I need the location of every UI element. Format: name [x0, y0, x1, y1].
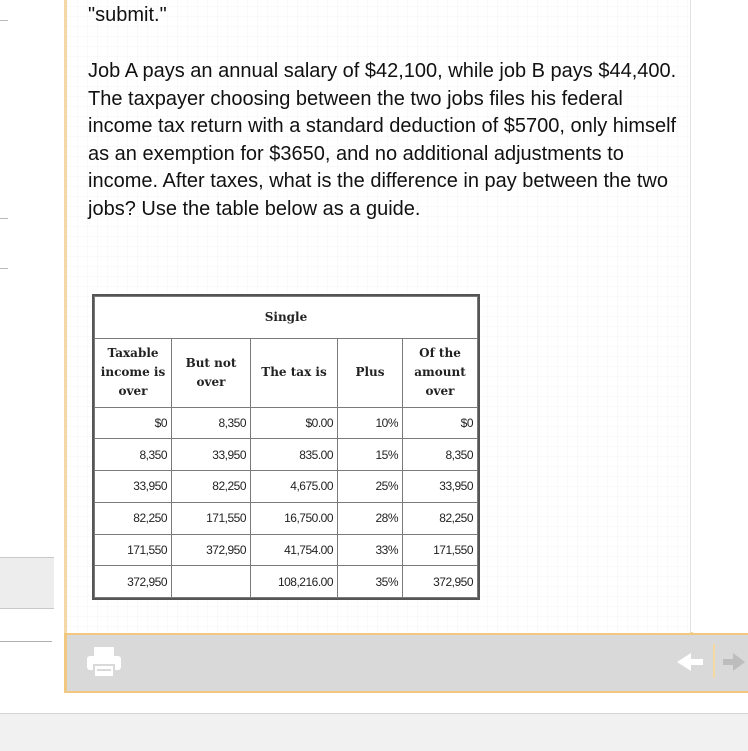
cell: 4,675.00: [251, 471, 338, 503]
cell: $0: [95, 407, 172, 439]
arrow-right-icon[interactable]: [723, 650, 747, 674]
cell: 372,950: [403, 566, 478, 598]
cell: 171,550: [95, 534, 172, 566]
sidebar-divider: [0, 20, 8, 21]
previous-text: "submit.": [88, 4, 167, 26]
cell: 16,750.00: [251, 502, 338, 534]
cell: 33,950: [172, 439, 251, 471]
cell: 10%: [338, 407, 403, 439]
right-gutter: [690, 0, 748, 632]
table-row: [95, 407, 478, 439]
cell: 835.00: [251, 439, 338, 471]
cell: 8,350: [95, 439, 172, 471]
nav-divider: [713, 644, 715, 678]
cell: 33,950: [95, 471, 172, 503]
cell: 372,950: [95, 566, 172, 598]
sidebar-divider: [0, 218, 8, 219]
cell: 25%: [338, 471, 403, 503]
cell: 8,350: [403, 439, 478, 471]
cell: 108,216.00: [251, 566, 338, 598]
cell: 35%: [338, 566, 403, 598]
sidebar-divider: [0, 641, 52, 642]
cell: 28%: [338, 502, 403, 534]
table-row: [95, 566, 478, 598]
header-of-amount-over: Of the amount over: [403, 338, 478, 407]
window-bottom-bar: [0, 713, 748, 751]
sidebar-divider: [0, 268, 8, 269]
cell: 171,550: [172, 502, 251, 534]
header-tax-is: The tax is: [251, 338, 338, 407]
tax-rate-table: [92, 294, 480, 600]
bottom-toolbar: [64, 633, 748, 693]
arrow-left-icon[interactable]: [675, 650, 705, 674]
table-row: [95, 471, 478, 503]
sidebar-item-selected[interactable]: [0, 557, 54, 609]
table-title: Single: [95, 297, 478, 339]
cell: 171,550: [403, 534, 478, 566]
table-row: [95, 534, 478, 566]
cell: [172, 566, 251, 598]
cell: 15%: [338, 439, 403, 471]
printer-icon[interactable]: [85, 645, 123, 679]
cell: 82,250: [172, 471, 251, 503]
cell: 33,950: [403, 471, 478, 503]
header-plus: Plus: [338, 338, 403, 407]
header-but-not-over: But not over: [172, 338, 251, 407]
cell: $0: [403, 407, 478, 439]
cell: 372,950: [172, 534, 251, 566]
cell: 33%: [338, 534, 403, 566]
header-taxable-income: Taxable income is over: [95, 338, 172, 407]
cell: $0.00: [251, 407, 338, 439]
table-row: [95, 502, 478, 534]
cell: 82,250: [403, 502, 478, 534]
left-sidebar: [0, 0, 54, 640]
question-text: Job A pays an annual salary of $42,100, while job B pays $44,400. The taxpayer choosing between the two jobs files his federal income tax return with a standard deduction of $5700, only himself as an exemption for $3650, and no additional adjustments to income. After taxes, what is the difference in pay between the two jobs? Use the table below as a guide.: [88, 60, 677, 220]
cell: 82,250: [95, 502, 172, 534]
cell: 8,350: [172, 407, 251, 439]
cell: 41,754.00: [251, 534, 338, 566]
table-row: [95, 439, 478, 471]
